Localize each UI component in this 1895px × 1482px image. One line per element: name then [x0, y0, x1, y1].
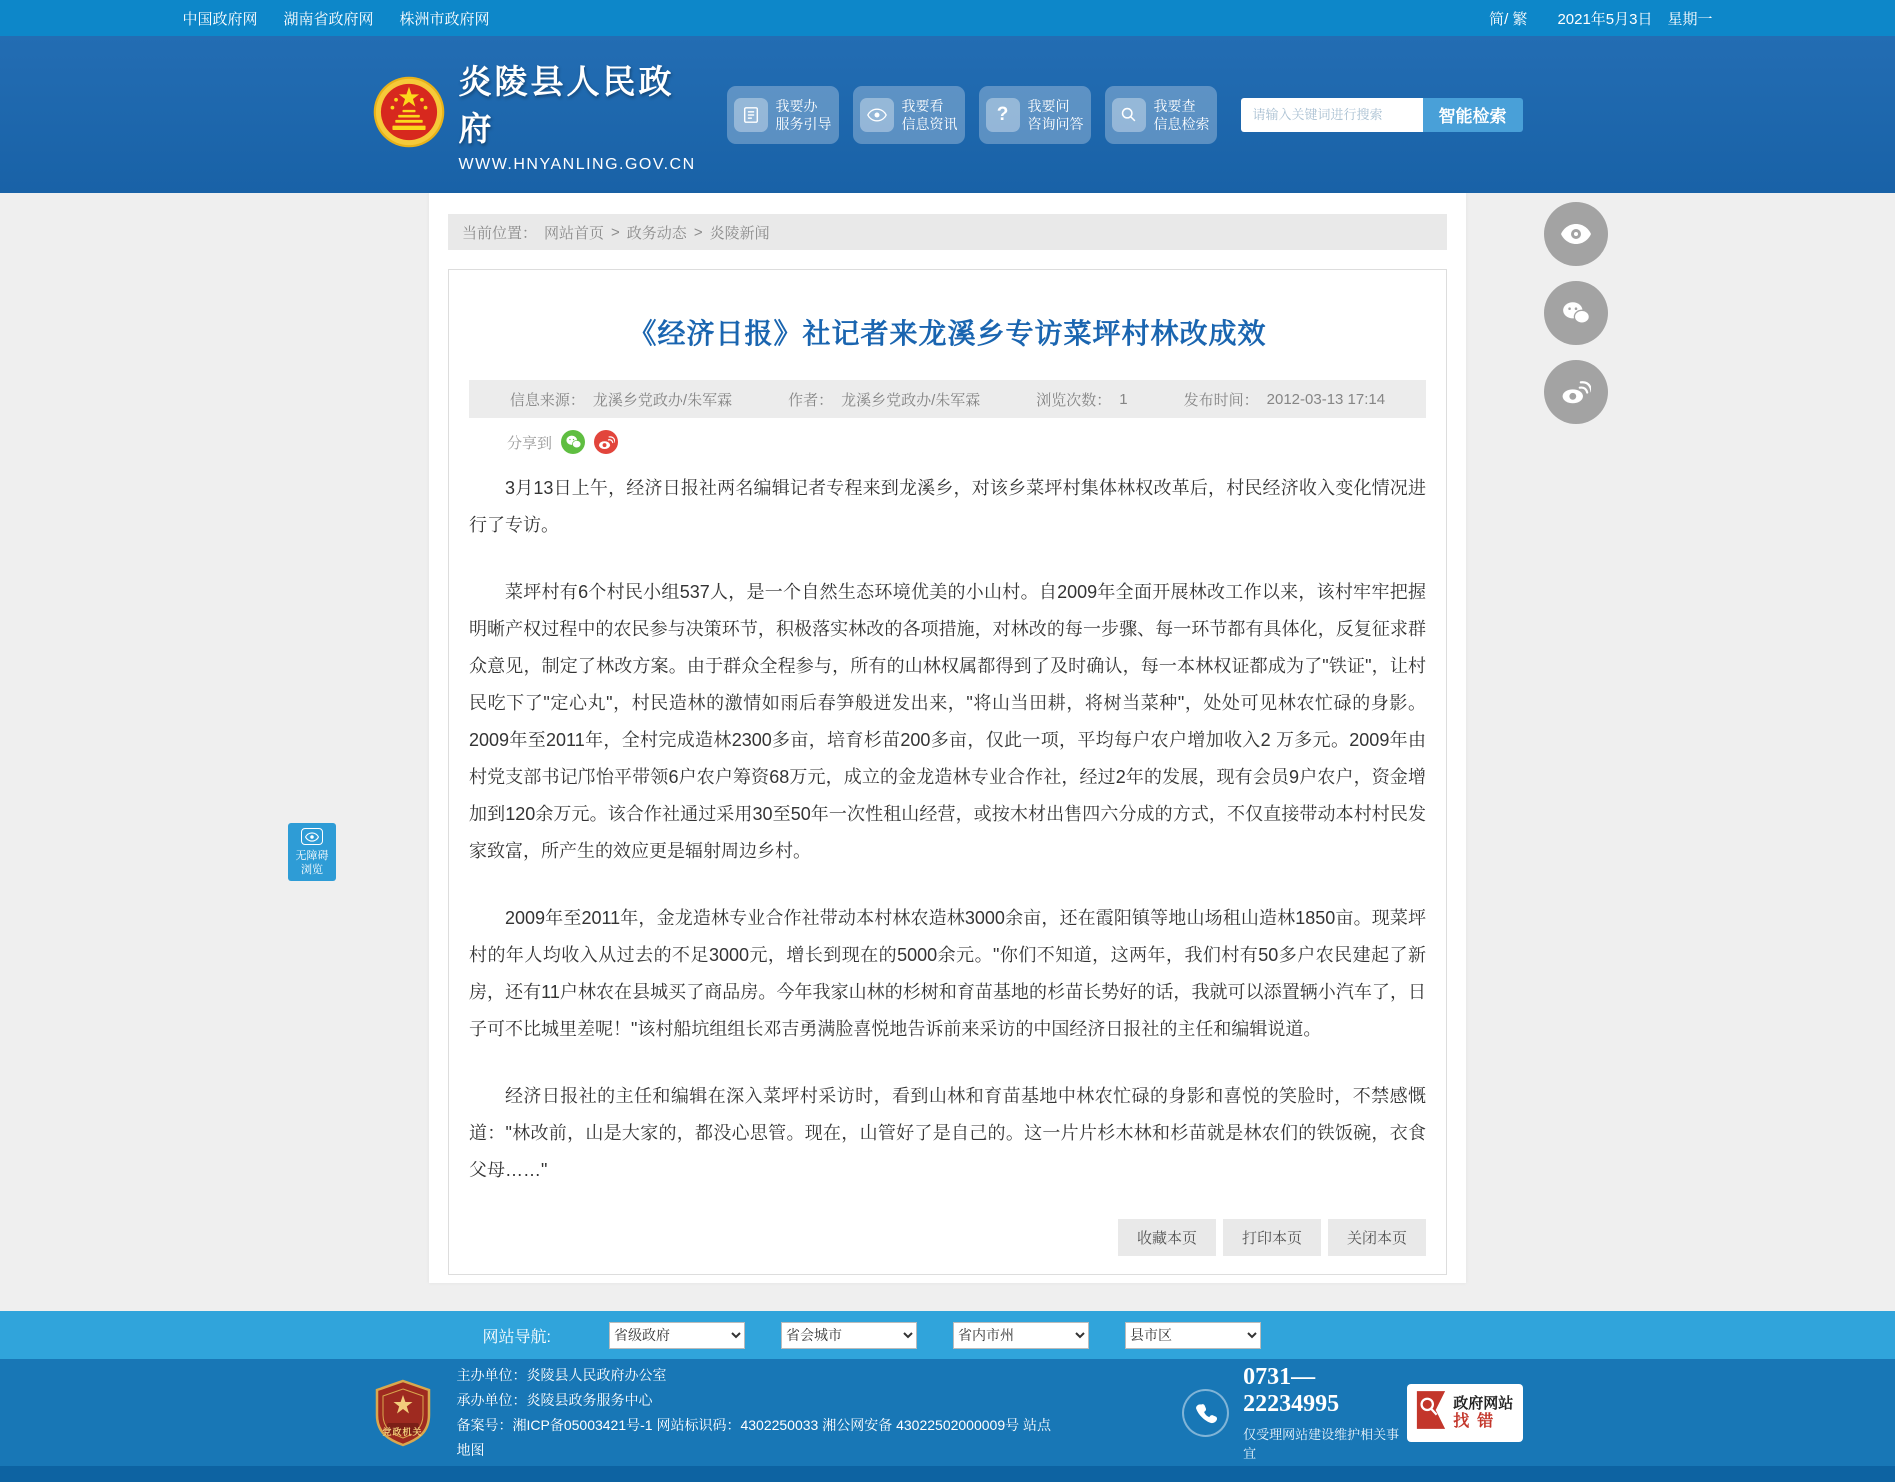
weibo-share-icon[interactable] [594, 430, 618, 454]
meta-source-label: 信息来源： [509, 391, 585, 409]
party-gov-badge-label: 党政机关 [382, 1426, 423, 1437]
breadcrumb-zhengwu[interactable]: 政务动态 [626, 224, 687, 242]
national-emblem-icon [373, 76, 445, 153]
bottom-strip [0, 1466, 1895, 1482]
badge-gov-site-label: 政府网站 [1453, 1395, 1514, 1412]
select-provincial-gov[interactable] [609, 1322, 745, 1349]
topbar-link-zhuzhou-gov[interactable]: 株洲市政府网 [399, 10, 490, 28]
floating-share-column [1544, 202, 1608, 424]
question-icon: ? [986, 98, 1020, 132]
action-label: 我要问 [1027, 97, 1070, 114]
accessibility-eye-icon [301, 828, 323, 845]
footer-host-line: 主办单位：炎陵县人民政府办公室 [456, 1366, 667, 1383]
site-footer [0, 1359, 1895, 1466]
share-row [469, 430, 1426, 454]
eye-icon[interactable] [1544, 202, 1608, 266]
phone-icon [1182, 1389, 1229, 1437]
search-input[interactable] [1241, 98, 1423, 132]
article-actions [469, 1219, 1426, 1256]
eye-icon [860, 98, 894, 132]
action-sublabel: 服务引导 [775, 115, 832, 132]
action-kan-button[interactable] [853, 86, 965, 144]
site-logo[interactable] [373, 56, 701, 174]
select-capital-cities[interactable] [781, 1322, 917, 1349]
party-gov-badge[interactable] [373, 1379, 433, 1447]
weibo-icon[interactable] [1544, 360, 1608, 424]
meta-time-label: 发布时间： [1183, 391, 1259, 409]
article-body [469, 470, 1426, 1189]
print-page-button[interactable]: 打印本页 [1223, 1219, 1321, 1256]
action-label: 我要办 [775, 97, 818, 114]
smart-search-button[interactable]: 智能检索 [1423, 98, 1523, 132]
gov-site-error-report-badge[interactable] [1407, 1384, 1522, 1442]
accessibility-label-line2: 浏览 [301, 864, 323, 876]
footer-phone-note: 仅受理网站建设维护相关事宜 [1243, 1426, 1400, 1461]
form-icon [734, 98, 768, 132]
error-report-flag-icon [1415, 1389, 1447, 1436]
footer-phone-number: 0731—22234995 [1243, 1363, 1340, 1417]
footer-icp-line: 备案号：湘ICP备05003421号-1 网站标识码：4302250033 湘公网安备 43022502000009号 [456, 1416, 1020, 1433]
action-sublabel: 咨询问答 [1027, 115, 1084, 132]
article-card [448, 269, 1447, 1275]
accessibility-label-line1: 无障碍 [295, 850, 329, 862]
site-search [1241, 98, 1523, 132]
action-label: 我要看 [901, 97, 944, 114]
topbar-link-china-gov[interactable]: 中国政府网 [182, 10, 258, 28]
article-paragraph: 2009年至2011年，金龙造林专业合作社带动本村林农造林3000余亩，还在霞阳镇等地山场租山造林1850亩。现菜坪村的年人均收入从过去的不足3000元，增长到现在的5000余元。"你们不知道，这两年，我们村有50多户农民建起了新房，还有11户林农在县城买了商品房。今年我家山林的杉树和育苗基地的杉苗长势好的话，我就可以添置辆小汽车了，日子可不比城里差呢！"该村船坑组组长邓吉勇满脸喜悦地告诉前来采访的中国经济日报社的主任和编辑说道。 [469, 908, 1426, 1039]
wechat-share-icon[interactable] [561, 430, 585, 454]
topbar [0, 0, 1895, 36]
close-page-button[interactable]: 关闭本页 [1328, 1219, 1426, 1256]
breadcrumb [448, 214, 1447, 250]
footer-nav-bar [0, 1311, 1895, 1359]
action-sublabel: 信息检索 [1153, 115, 1210, 132]
meta-author-value: 龙溪乡党政办/朱军霖 [841, 391, 981, 409]
site-url: WWW.HNYANLING.GOV.CN [458, 155, 696, 173]
badge-find-error-label: 找错 [1453, 1412, 1502, 1430]
article-meta-bar [469, 380, 1426, 418]
footer-info [457, 1363, 1063, 1463]
topbar-date: 2021年5月3日 星期一 [1557, 10, 1713, 28]
meta-source-value: 龙溪乡党政办/朱军霖 [592, 391, 733, 409]
action-label: 我要查 [1153, 97, 1196, 114]
breadcrumb-current[interactable]: 炎陵新闻 [709, 224, 770, 242]
meta-views-label: 浏览次数： [1036, 391, 1112, 409]
action-sublabel: 信息资讯 [901, 115, 958, 132]
action-banshi-button[interactable] [727, 86, 839, 144]
breadcrumb-label: 当前位置： [462, 224, 538, 242]
footer-organizer-line: 承办单位：炎陵县政务服务中心 [456, 1391, 653, 1408]
breadcrumb-separator: > [693, 223, 703, 241]
meta-views-value: 1 [1119, 390, 1128, 408]
site-name: 炎陵县人民政府 [458, 62, 675, 147]
action-cha-button[interactable] [1105, 86, 1217, 144]
header-quick-actions [727, 86, 1217, 144]
article-title: 《经济日报》社记者来龙溪乡专访菜坪村林改成效 [628, 318, 1267, 349]
select-county-districts[interactable] [1125, 1322, 1261, 1349]
breadcrumb-separator: > [611, 223, 620, 241]
article-paragraph: 经济日报社的主任和编辑在深入菜坪村采访时，看到山林和育苗基地中林农忙碌的身影和喜悦的笑脸时，不禁感慨道："林改前，山是大家的，都没心思管。现在，山管好了是自己的。这一片片杉木林和杉苗就是林农们的铁饭碗，衣食父母……" [469, 1086, 1426, 1180]
main-area [0, 193, 1895, 1311]
action-wen-button[interactable] [979, 86, 1091, 144]
select-province-cities[interactable] [953, 1322, 1089, 1349]
sitemap-link[interactable]: 站点地图 [456, 1416, 1052, 1458]
breadcrumb-home[interactable]: 网站首页 [544, 224, 605, 242]
footer-nav-label: 网站导航: [482, 1328, 551, 1346]
article-paragraph: 菜坪村有6个村民小组537人，是一个自然生态环境优美的小山村。自2009年全面开展林改工作以来，该村牢牢把握明晰产权过程中的农民参与决策环节，积极落实林改的各项措施，对林改的每一步骤、每一环节都有具体化，反复征求群众意见，制定了林改方案。由于群众全程参与，所有的山林权属都得到了及时确认，每一本林权证都成为了"铁证"，让村民吃下了"定心丸"，村民造林的激情如雨后春笋般迸发出来，"将山当田耕，将树当菜种"，处处可见林农忙碌的身影。2009年至2011年，全村完成造林2300多亩，培育杉苗200多亩，仅此一项，平均每户农户增加收入2 万多元。2009年由村党支部书记邝怡平带领6户农户筹资68万元，成立的金龙造林专业合作社，经过2年的发展，现有会员9户农户，资金增加到120余万元。该合作社通过采用30至50年一次性租山经营，或按木材出售四六分成的方式，不仅直接带动本村村民发家致富，所产生的效应更是辐射周边乡村。 [469, 582, 1426, 861]
accessibility-button[interactable] [288, 823, 336, 881]
article-paragraph: 3月13日上午，经济日报社两名编辑记者专程来到龙溪乡，对该乡菜坪村集体林权改革后，村民经济收入变化情况进行了专访。 [469, 478, 1426, 535]
lang-toggle[interactable]: 简/ 繁 [1489, 10, 1528, 28]
search-icon [1112, 98, 1146, 132]
footer-phone-block [1182, 1364, 1407, 1462]
topbar-link-hunan-gov[interactable]: 湖南省政府网 [283, 10, 374, 28]
topbar-links [183, 8, 490, 29]
wechat-icon[interactable] [1544, 281, 1608, 345]
site-header [0, 36, 1895, 193]
favorite-page-button[interactable]: 收藏本页 [1118, 1219, 1216, 1256]
meta-author-label: 作者： [788, 391, 834, 409]
meta-time-value: 2012-03-13 17:14 [1266, 390, 1386, 408]
content-container [429, 193, 1466, 1283]
share-label: 分享到 [507, 434, 553, 452]
